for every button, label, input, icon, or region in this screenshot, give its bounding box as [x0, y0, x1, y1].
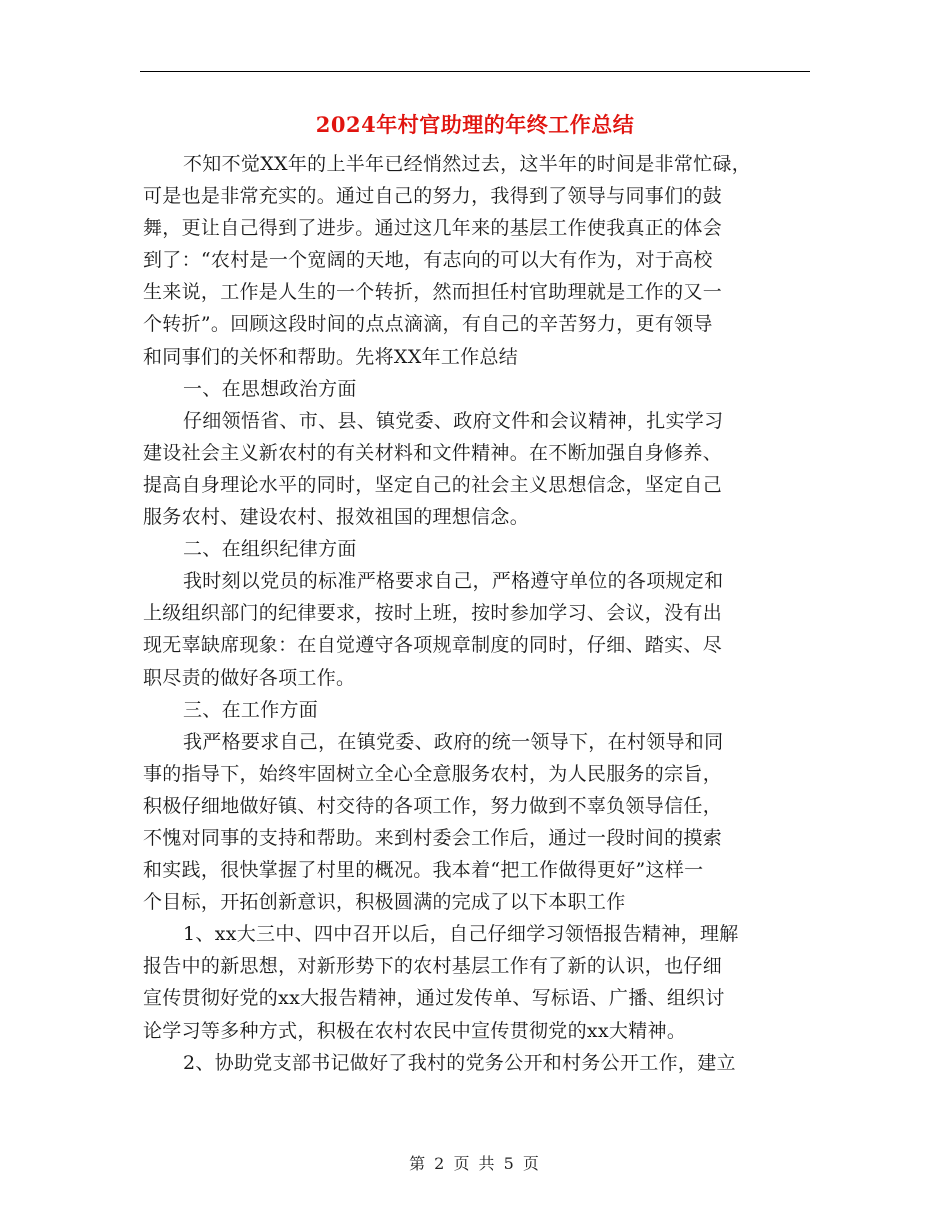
text-line: 事的指导下，始终牢固树立全心全意服务农村，为人民服务的宗旨，	[143, 762, 723, 785]
text-line: 个目标，开拓创新意识，积极圆满的完成了以下本职工作	[143, 891, 626, 914]
text-line: 建设社会主义新农村的有关材料和文件精神。在不断加强自身修养、	[143, 441, 723, 464]
text-line: 上级组织部门的纪律要求，按时上班，按时参加学习、会议，没有出	[143, 602, 723, 625]
text-line: 现无辜缺席现象：在自觉遵守各项规章制度的同时，仔细、踏实、尽	[143, 634, 723, 657]
document-body	[143, 148, 811, 1079]
text-line: 个转折”。回顾这段时间的点点滴滴，有自己的辛苦努力，更有领导	[143, 313, 713, 336]
text-line: 宣传贯彻好党的xx大报告精神，通过发传单、写标语、广播、组织讨	[143, 987, 725, 1010]
document-title: 2024年村官助理的年终工作总结	[315, 112, 635, 137]
text-line: 不知不觉XX年的上半年已经悄然过去，这半年的时间是非常忙碌，	[183, 153, 752, 175]
text-line: 和实践，很快掌握了村里的概况。我本着“把工作做得更好”这样一	[143, 859, 704, 882]
text-line: 舞，更让自己得到了进步。通过这几年来的基层工作使我真正的体会	[143, 217, 723, 240]
text-line: 可是也是非常充实的。通过自己的努力，我得到了领导与同事们的鼓	[143, 185, 723, 208]
text-line: 2、协助党支部书记做好了我村的党务公开和村务公开工作，建立	[183, 1051, 736, 1074]
text-line: 和同事们的关怀和帮助。先将XX年工作总结	[143, 345, 519, 368]
page-footer: 第 2 页 共 5 页	[409, 1154, 541, 1173]
text-line: 提高自身理论水平的同时，坚定自己的社会主义思想信念，坚定自己	[143, 473, 723, 496]
section-heading: 二、在组织纪律方面	[183, 538, 357, 561]
section-heading: 一、在思想政治方面	[183, 377, 357, 400]
text-line: 积极仔细地做好镇、村交待的各项工作，努力做到不辜负领导信任，	[143, 794, 723, 817]
text-line: 仔细领悟省、市、县、镇党委、政府文件和会议精神，扎实学习	[183, 409, 724, 432]
text-line: 服务农村、建设农村、报效祖国的理想信念。	[143, 506, 530, 529]
text-line: 论学习等多种方式，积极在农村农民中宣传贯彻党的xx大精神。	[143, 1019, 687, 1042]
text-line: 职尽责的做好各项工作。	[143, 666, 356, 689]
text-line: 1、xx大三中、四中召开以后，自己仔细学习领悟报告精神，理解	[183, 923, 739, 946]
header-rule	[140, 71, 810, 72]
text-line: 报告中的新思想，对新形势下的农村基层工作有了新的认识，也仔细	[143, 955, 723, 978]
section-heading: 三、在工作方面	[183, 698, 319, 721]
text-line: 我严格要求自己，在镇党委、政府的统一领导下，在村领导和同	[183, 730, 724, 753]
text-line: 到了：“农村是一个宽阔的天地，有志向的可以大有作为，对于高校	[143, 249, 713, 272]
text-line: 不愧对同事的支持和帮助。来到村委会工作后，通过一段时间的摸索	[143, 826, 723, 849]
text-line: 生来说，工作是人生的一个转折，然而担任村官助理就是工作的又一	[143, 281, 723, 304]
text-line: 我时刻以党员的标准严格要求自己，严格遵守单位的各项规定和	[183, 570, 724, 593]
